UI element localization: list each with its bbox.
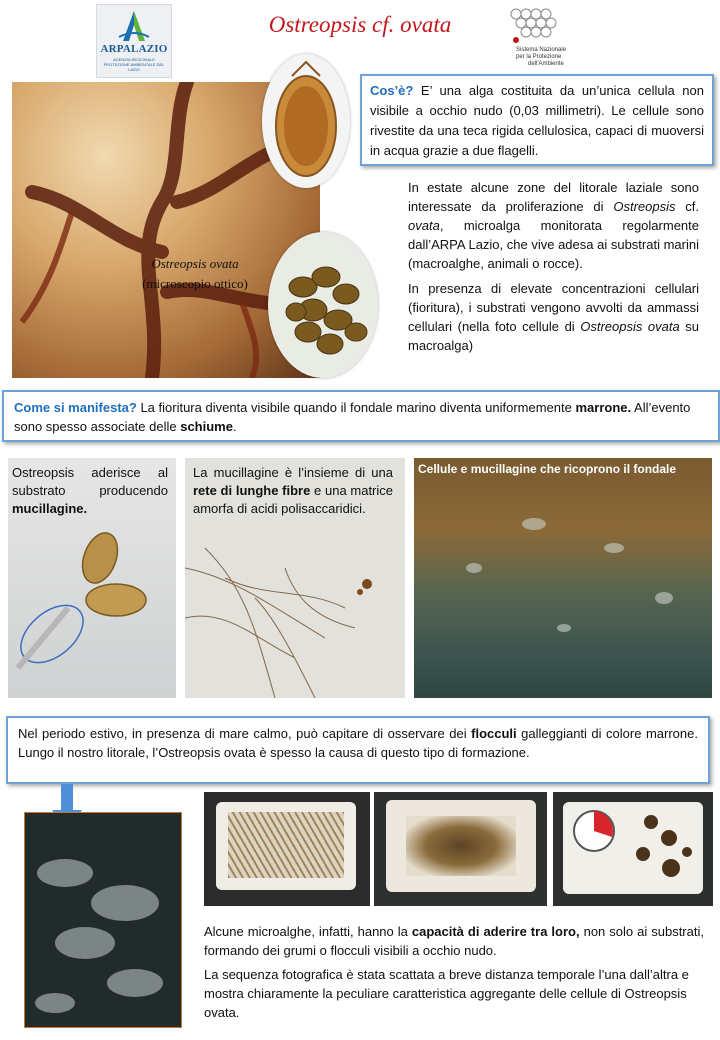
cos-e-text: E’ una alga costituita da un’unica cellula non visibile a occhio nudo (0,03 millimetri). Le cellule sono rivestite da una teca rigida cellulosica, capaci di muoversi in acqua grazie a due flagelli. (370, 83, 704, 158)
cos-e-label: Cos’è? (370, 83, 414, 98)
panel-mucillage-bold: rete di lunghe fibre (193, 483, 311, 498)
intro-p1-text-a: In estate alcune zone del litorale laziale sono interessate da proliferazione di (408, 180, 699, 214)
hero-caption-method: (microscopio ottico) (142, 276, 248, 291)
bottom-paragraph-1 (204, 922, 704, 960)
manifesta-box (2, 390, 720, 442)
tray-3-basin (563, 802, 703, 894)
intro-p1-species: Ostreopsis (613, 199, 676, 214)
panel-adhesion-photo (8, 458, 176, 698)
tray-1-content (228, 812, 344, 878)
page-title: Ostreopsis cf. ovata (268, 12, 452, 37)
arpalazio-logo-name: ARPALAZIO (100, 43, 168, 55)
panel-seabed-caption: Cellule e mucillagine che ricoprono il fondale (418, 462, 677, 476)
intro-p1-text-b: cf. (675, 199, 699, 214)
panel-mucillage-photo (185, 458, 405, 698)
seabed-texture (414, 458, 712, 698)
panel-adhesion-text-a: Ostreopsis aderisce al substrato producendo (12, 465, 168, 498)
flocculi-box (6, 716, 710, 784)
bottom-paragraph-2: La sequenza fotografica è stata scattata a breve distanza temporale l’una dall’altra e mostra chiaramente la peculiare caratteristica aggregante delle cellule di Ostreopsis ovata. (204, 967, 689, 1020)
tray-photo-3 (553, 792, 713, 906)
manifesta-paragraph (14, 398, 710, 436)
flocculi-paragraph (18, 724, 698, 762)
manifesta-text-a: La fioritura diventa visibile quando il fondale marino diventa uniformemente (136, 400, 576, 415)
bottom-p1-bold: capacità di aderire tra loro, (411, 924, 580, 939)
cell-cluster-drawing (268, 232, 378, 378)
manifesta-text-b: All’evento sono spesso associate delle (14, 400, 691, 434)
tray-2-content (406, 816, 516, 876)
intro-p2-text-a: In presenza di elevate concentrazioni cellulari (fioritura), i substrati vengono avvolti da ammassi cellulari (nella foto cellule di (408, 281, 699, 334)
intro-p1-species-2: ovata (408, 218, 440, 233)
tray-1-basin (216, 802, 356, 890)
bottom-p1-text-b: non solo ai substrati, formando dei grumi o flocculi visibili a occhio nudo. (204, 924, 704, 958)
tray-photo-1 (204, 792, 370, 906)
panel-mucillage-text-b: e una matrice amorfa di acidi polisaccaridici. (193, 483, 394, 516)
adhering-cells-drawing (8, 458, 176, 698)
cos-e-box (360, 74, 714, 166)
tray-photo-2 (374, 792, 547, 906)
tray-2-basin (386, 800, 536, 892)
intro-p1-text-c: , microalga monitorata regolarmente dall’ARPA Lazio, che vive adesa ai substrati marini (macroalghe, animali o rocce). (408, 218, 699, 271)
snpa-logo-line1: Sistema Nazionale (516, 47, 567, 53)
snpa-logo-mark (506, 4, 566, 44)
single-cell-drawing (262, 54, 350, 188)
snpa-logo (500, 4, 590, 74)
manifesta-label: Come si manifesta? (14, 400, 137, 415)
manifesta-text-c: . (232, 419, 237, 434)
cos-e-paragraph (370, 81, 704, 161)
bottom-text (204, 922, 704, 1022)
arpalazio-logo-mark (97, 7, 171, 47)
snpa-logo-line2: per la Protezione (516, 54, 562, 60)
intro-paragraph-2 (408, 279, 699, 355)
flocculi-bold: flocculi (471, 726, 517, 741)
manifesta-bold-2: schiume (180, 419, 233, 434)
arpalazio-logo-sub: AGENZIA REGIONALE PROTEZIONE AMBIENTALE DEL LAZIO (103, 57, 165, 72)
intro-text (408, 178, 699, 355)
flocculi-text-b: galleggianti di colore marrone. Lungo il nostro litorale, l’Ostreopsis ovata è spesso la causa di questo tipo di formazione. (18, 726, 698, 760)
hero-caption-species: Ostreopsis ovata (151, 256, 239, 271)
panel-mucillage-text-a: La mucillagine è l’insieme di una (193, 465, 393, 480)
panel-mucillage-text (193, 464, 393, 518)
intro-p2-species: Ostreopsis ovata (580, 319, 680, 334)
timer-icon (571, 808, 617, 854)
flocculi-sea-photo (24, 812, 182, 1028)
tray-3-flocculi (621, 808, 701, 888)
snpa-logo-line3: dell'Ambiente (528, 61, 564, 67)
single-cell-micrograph (262, 54, 350, 188)
bottom-p1-text-a: Alcune microalghe, infatti, hanno la (204, 924, 412, 939)
panel-seabed-photo (414, 458, 712, 698)
intro-p2-text-b: su macroalga) (408, 319, 700, 353)
flocculi-text-a: Nel periodo estivo, in presenza di mare calmo, può capitare di osservare dei (18, 726, 472, 741)
intro-paragraph-1 (408, 178, 699, 273)
flocculi-texture (25, 813, 181, 1027)
cell-cluster-micrograph (268, 232, 378, 378)
panel-adhesion-bold: mucillagine. (12, 501, 88, 516)
manifesta-bold-1: marrone. (575, 400, 632, 415)
arpalazio-logo (96, 4, 172, 78)
